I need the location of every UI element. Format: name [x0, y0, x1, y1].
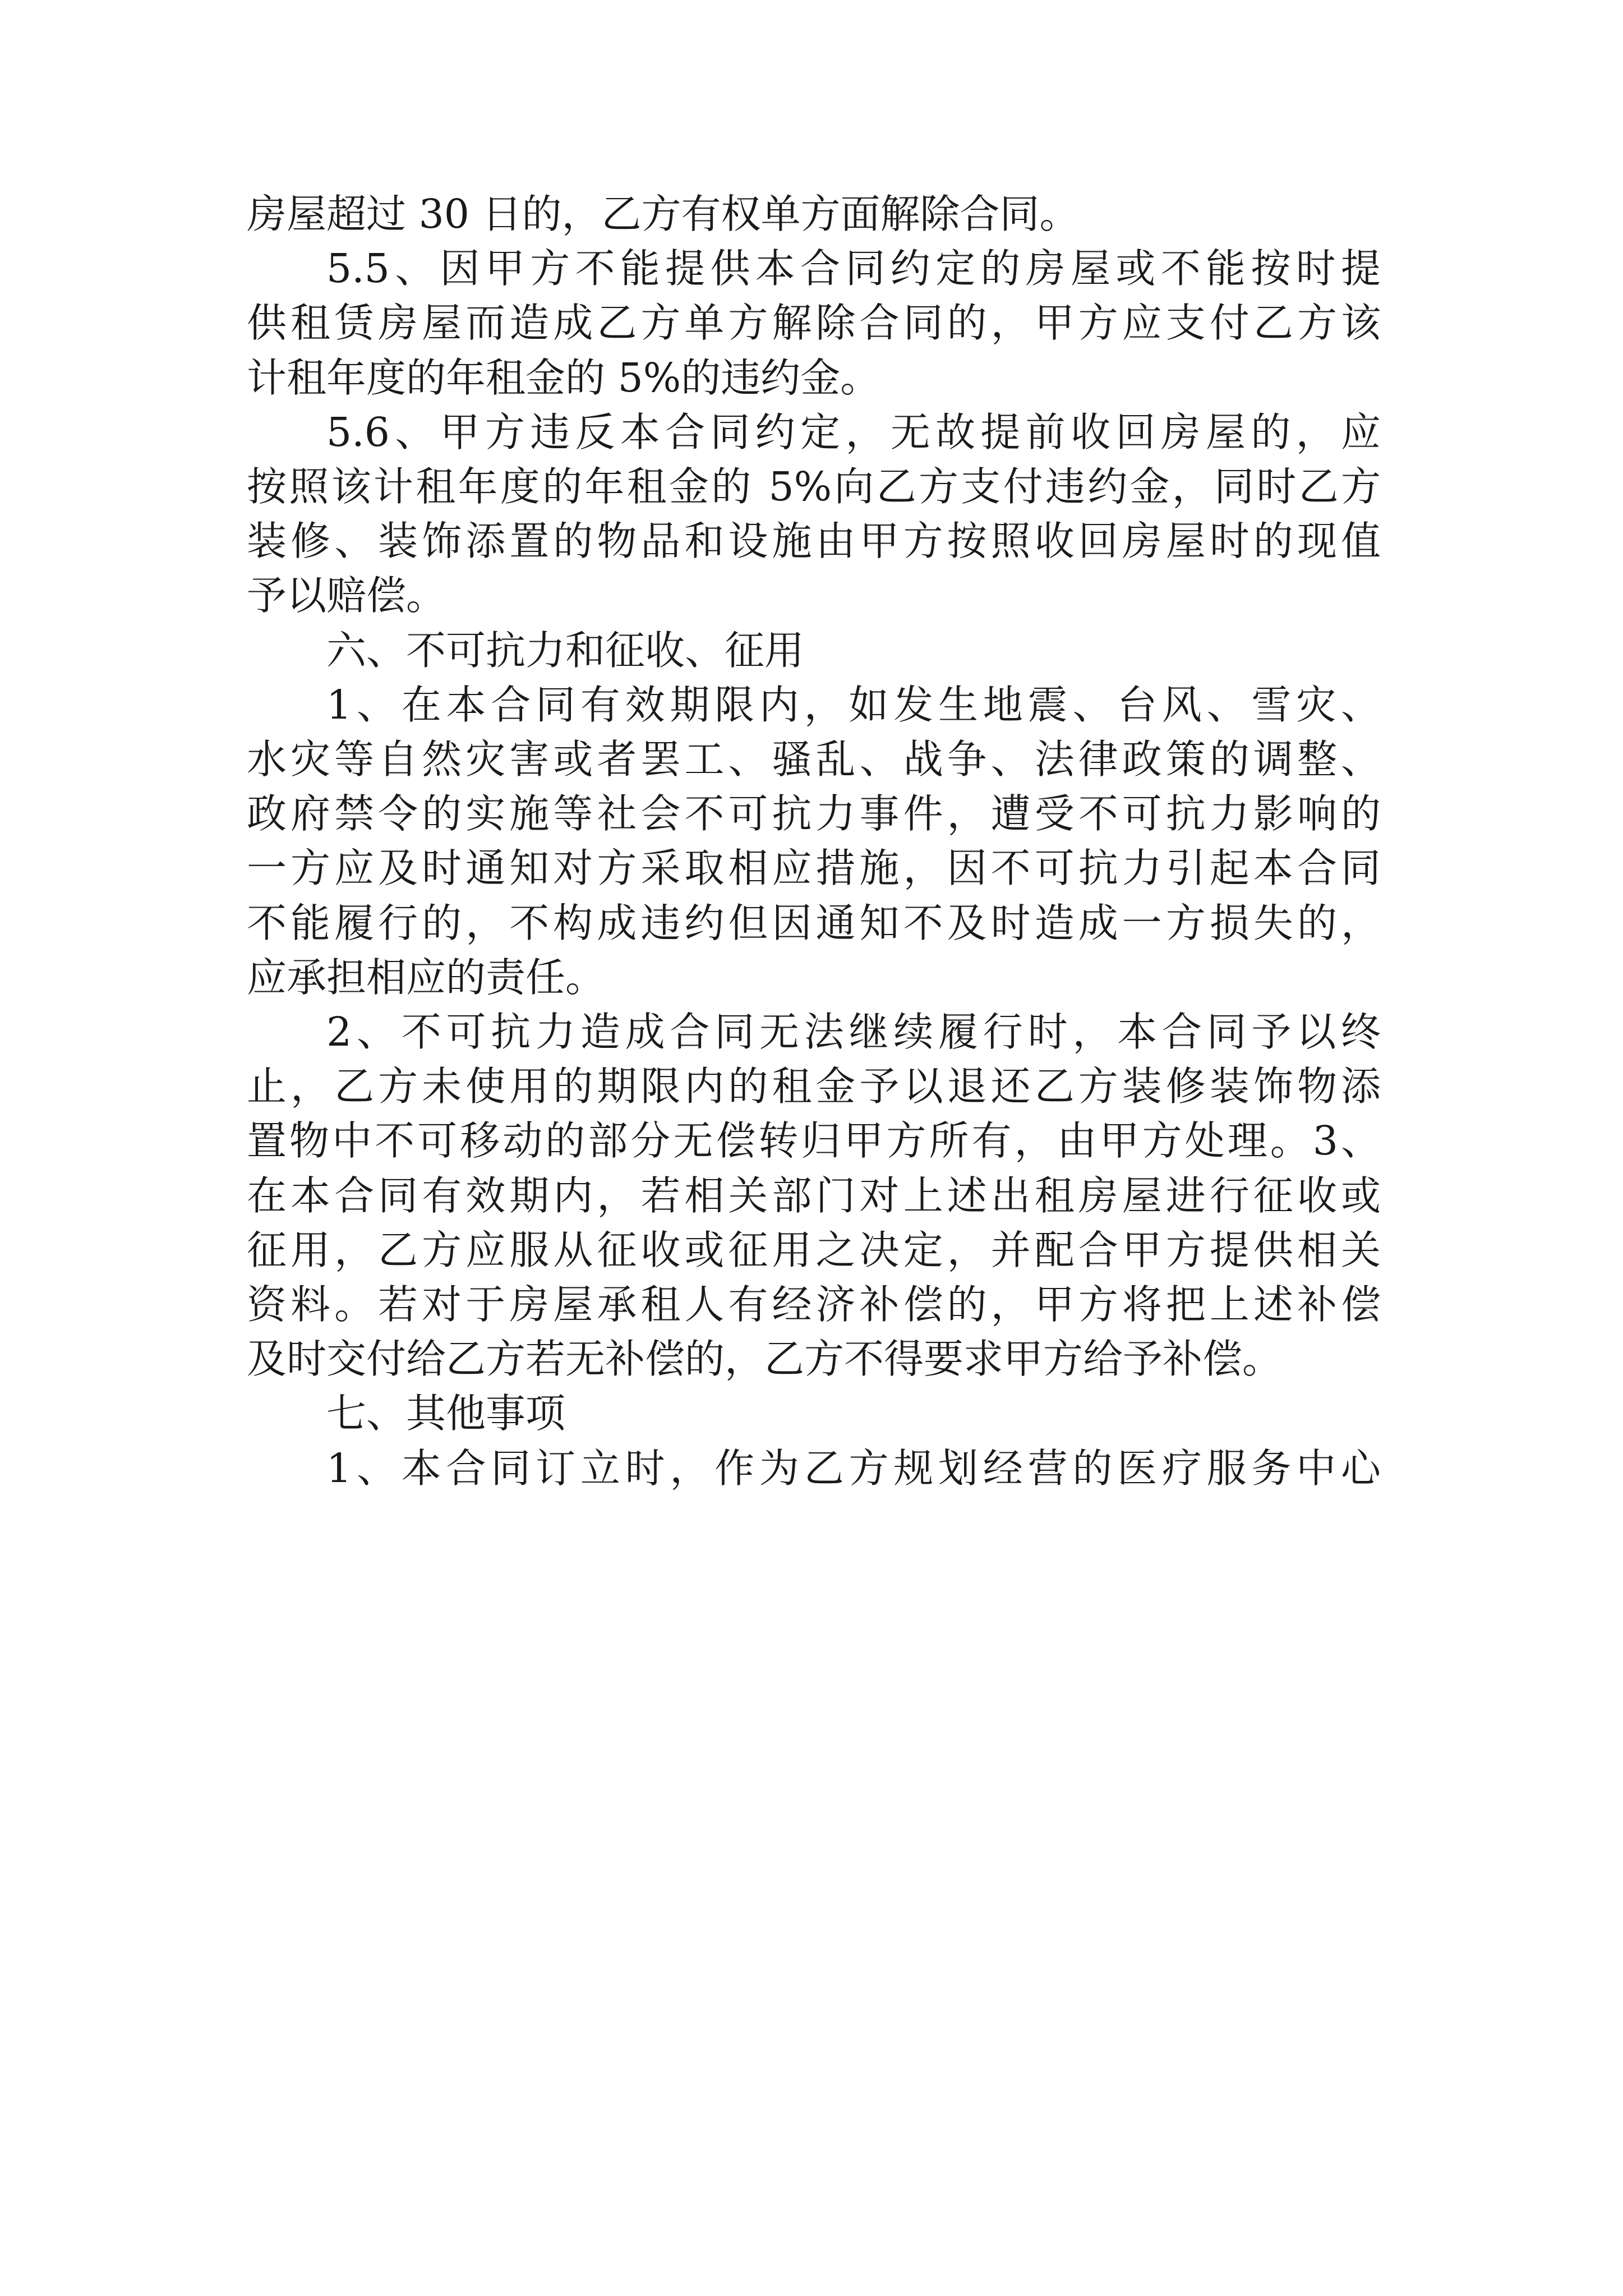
text-line: 资料。若对于房屋承租人有经济补偿的，甲方将把上述补偿 — [247, 1281, 1381, 1328]
text-line: 供租赁房屋而造成乙方单方解除合同的，甲方应支付乙方该 — [247, 300, 1381, 347]
section-title: 七、其他事项 — [326, 1390, 566, 1437]
section-heading-6 — [247, 625, 1381, 676]
text-line: 计租年度的年租金的 5%的违约金。 — [247, 354, 880, 401]
text-line: 政府禁令的实施等社会不可抗力事件，遭受不可抗力影响的 — [247, 790, 1381, 838]
text-line: 1、在本合同有效期限内，如发生地震、台风、雪灾、 — [326, 681, 1381, 728]
text-line: 按照该计租年度的年租金的 5%向乙方支付违约金，同时乙方 — [247, 463, 1381, 510]
text-line: 予以赔偿。 — [247, 572, 446, 619]
text-line: 止，乙方未使用的期限内的租金予以退还乙方装修装饰物添 — [247, 1063, 1381, 1110]
clause-7-1 — [247, 1443, 1381, 1494]
text-line: 装修、装饰添置的物品和设施由甲方按照收回房屋时的现值 — [247, 518, 1381, 565]
text-line: 1、本合同订立时，作为乙方规划经营的医疗服务中心 — [326, 1444, 1381, 1492]
text-line: 5.6、甲方违反本合同约定，无故提前收回房屋的，应 — [326, 408, 1381, 455]
text-line: 2、不可抗力造成合同无法继续履行时，本合同予以终 — [326, 1009, 1381, 1056]
clause-5-6 — [247, 407, 1381, 622]
text-line: 应承担相应的责任。 — [247, 954, 606, 1001]
text-line: 征用，乙方应服从征收或征用之决定，并配合甲方提供相关 — [247, 1226, 1381, 1273]
section-title: 六、不可抗力和征收、征用 — [326, 627, 805, 674]
text-line: 及时交付给乙方若无补偿的，乙方不得要求甲方给予补偿。 — [247, 1336, 1283, 1383]
text-line: 不能履行的，不构成违约但因通知不及时造成一方损失的， — [247, 899, 1381, 946]
section-heading-7 — [247, 1388, 1381, 1439]
text-line: 水灾等自然灾害或者罢工、骚乱、战争、法律政策的调整、 — [247, 736, 1381, 783]
text-line: 一方应及时通知对方采取相应措施，因不可抗力引起本合同 — [247, 845, 1381, 892]
text-line: 房屋超过 30 日的，乙方有权单方面解除合同。 — [247, 191, 1080, 237]
clause-5-5 — [247, 243, 1381, 403]
clause-6-1 — [247, 679, 1381, 1003]
clause-6-2 — [247, 1006, 1381, 1384]
text-line: 置物中不可移动的部分无偿转归甲方所有，由甲方处理。3、 — [247, 1117, 1381, 1165]
paragraph-continued — [247, 188, 1381, 240]
document-body — [247, 188, 1381, 1497]
text-line: 5.5、因甲方不能提供本合同约定的房屋或不能按时提 — [326, 245, 1381, 292]
text-line: 在本合同有效期内，若相关部门对上述出租房屋进行征收或 — [247, 1172, 1381, 1219]
